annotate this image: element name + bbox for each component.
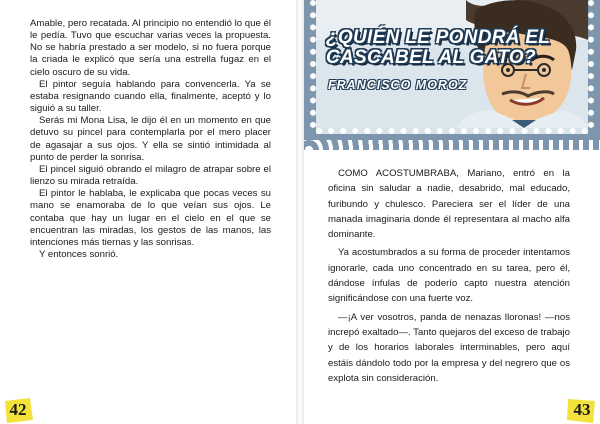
right-paragraph: Ya acostumbrados a su forma de proceder intentamos ignorarle, cada uno concentrado en su tarea, pero él, dándose ínfulas de poderío capto nuestra atención significándose con una fuerte voz. xyxy=(328,247,570,305)
stamp-perforation xyxy=(304,140,600,150)
left-paragraph: El pintor seguía hablando para convencerla. Ya se estaba resignando cuando ella, finalmente, aceptó y lo siguió a su taller. xyxy=(30,78,271,115)
left-paragraph: El pincel siguió obrando el milagro de atrapar sobre el lienzo su mirada retraída. xyxy=(30,163,271,188)
left-page xyxy=(0,0,296,424)
left-paragraph: Serás mi Mona Lisa, le dijo él en un momento en que detuvo su pincel para contemplarla por el mero placer de agasajar a sus ojos. Y ella se sintió intimidada al punto de perder la sonrisa. xyxy=(30,115,271,163)
right-paragraph: —¡A ver vosotros, panda de nenazas lloronas! —nos increpó exaltado—. Tanto quejaros del exceso de trabajo y de los horarios laborales interminables, pero aquí estáis dándolo todo por la empresa y del negrero que os explota sin consideración. xyxy=(328,311,570,384)
left-paragraph: Amable, pero recatada. Al principio no entendió lo que él le pedía. Tuvo que escuchar varias veces la propuesta. No se habría prestado a ser modelo, si no fuera porque la criada le explicó que sería una estrella fugaz en el cielo oscuro de su vida. xyxy=(30,18,271,78)
story-title xyxy=(326,28,550,68)
page-number-text: 43 xyxy=(573,400,591,419)
story-title-line: CASCABEL AL GATO? xyxy=(326,47,536,68)
page-number-text: 42 xyxy=(9,400,27,419)
story-author: FRANCISCO MOROZ xyxy=(328,78,468,92)
right-text-column xyxy=(328,166,570,389)
left-paragraph: El pintor le hablaba, le explicaba que pocas veces su mano se enamoraba de lo que veían sus ojos. Le contaba que hay un lugar en el cielo en el que se encuentran las miradas, los gestos de las manos, las intenciones más tiernas y las sonrisas. xyxy=(30,188,271,248)
story-title-line: ¿QUIÉN LE PONDRÁ EL xyxy=(326,27,551,48)
page-number-left xyxy=(2,396,34,424)
left-paragraph: Y entonces sonrió. xyxy=(39,248,119,260)
title-stamp-illustration xyxy=(304,0,600,150)
book-gutter xyxy=(296,0,304,424)
right-paragraph: COMO ACOSTUMBRABA, Mariano, entró en la oficina sin saludar a nadie, desabrido, mal educado, furibundo y chulesco. Pareciera ser el líder de una manada imaginaria donde él representara al macho alfa dominante. xyxy=(328,168,570,241)
left-text-column xyxy=(30,18,271,261)
page-number-right xyxy=(566,396,598,424)
